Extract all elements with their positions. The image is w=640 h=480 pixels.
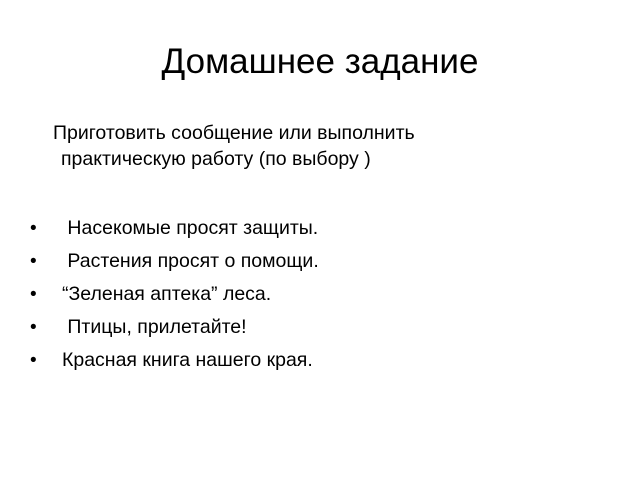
list-item-text: Красная книга нашего края. — [62, 349, 313, 371]
intro-line-2: практическую работу (по выбору ) — [61, 148, 371, 170]
intro-line-1: Приготовить сообщение или выполнить — [53, 122, 415, 144]
list-item-text: Растения просят о помощи. — [62, 250, 319, 272]
bullet-icon: • — [30, 218, 37, 239]
bullet-icon: • — [30, 284, 37, 305]
bullet-icon: • — [30, 350, 37, 371]
intro-text — [53, 120, 613, 172]
list-item-text: Птицы, прилетайте! — [62, 316, 247, 338]
list-item-text: Насекомые просят защиты. — [62, 217, 319, 239]
bullet-icon: • — [30, 317, 37, 338]
bullet-icon: • — [30, 251, 37, 272]
list-item-text: “Зеленая аптека” леса. — [62, 283, 272, 305]
slide-title: Домашнее задание — [161, 42, 479, 81]
